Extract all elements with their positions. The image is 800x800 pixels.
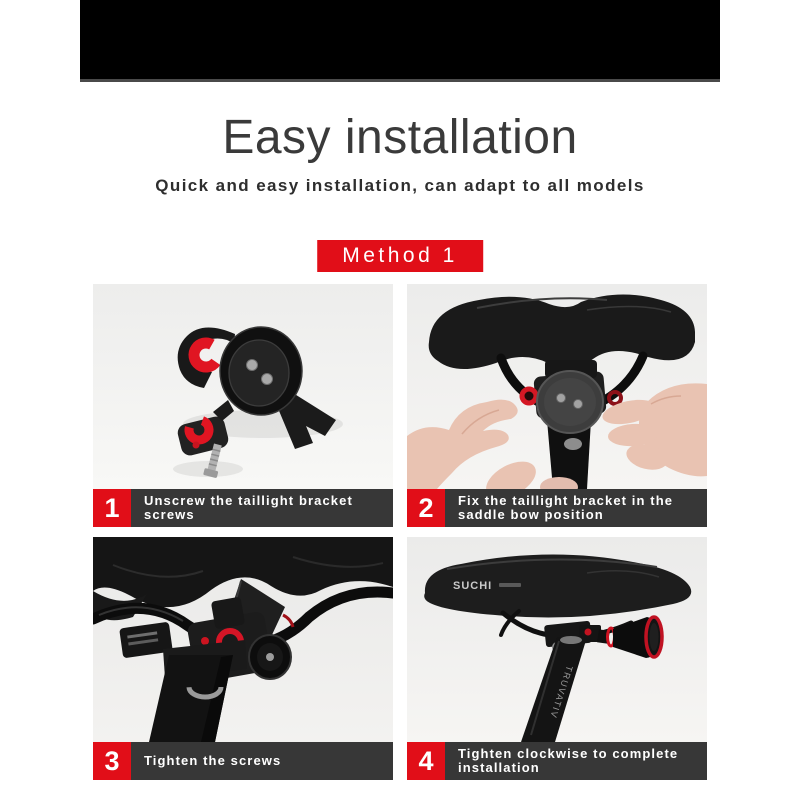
top-black-banner: [80, 0, 720, 82]
screw: [557, 394, 566, 403]
saddle-brand-label: SUCHI: [453, 580, 493, 592]
step-1-photo-bracket-parts: [93, 284, 393, 489]
screw: [266, 653, 274, 661]
step-1-number: 1: [93, 489, 131, 527]
red-dot: [201, 637, 209, 645]
step-2-photo-hands-fixing-bracket: [407, 284, 707, 489]
red-rubber-hook: [522, 389, 536, 403]
step-2-caption: [407, 489, 707, 527]
step-3-cell: [93, 537, 393, 780]
step-4-caption-text: Tighten clockwise to complete installation: [458, 746, 679, 775]
steps-grid: [93, 284, 707, 780]
step-3-number: 3: [93, 742, 131, 780]
screw: [247, 360, 258, 371]
step-1-cell: [93, 284, 393, 527]
red-dot: [585, 629, 592, 636]
step-4-number: 4: [407, 742, 445, 780]
screw: [574, 400, 583, 409]
page-title: Easy installation: [222, 111, 578, 164]
step-2-caption-text: Fix the taillight bracket in the saddle bow position: [458, 493, 674, 522]
method-1-badge: Method 1: [317, 240, 483, 272]
step-2-number: 2: [407, 489, 445, 527]
step-4-caption: [407, 742, 707, 780]
step-1-caption: [93, 489, 393, 527]
step-3-caption-text: Tighten the screws: [144, 753, 282, 768]
page-subtitle: Quick and easy installation, can adapt to all models: [155, 176, 645, 195]
step-1-caption-text: Unscrew the taillight bracket screws: [144, 493, 353, 522]
step-3-caption: [93, 742, 393, 780]
screw: [262, 374, 273, 385]
saddle-brand-suffix-mark: [499, 583, 521, 587]
step-3-photo-bracket-mounted: [93, 537, 393, 742]
seatpost-brand-label: TRUVATIV: [548, 664, 575, 720]
step-4-photo-saddle-side-view: [407, 537, 707, 742]
step-4-cell: [407, 537, 707, 780]
step-2-cell: [407, 284, 707, 527]
